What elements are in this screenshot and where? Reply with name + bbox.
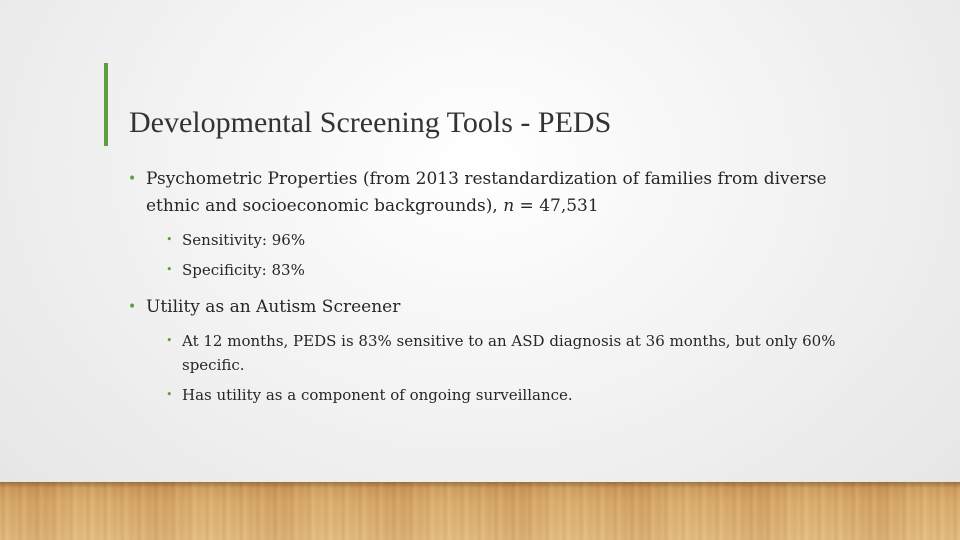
sub-bullets-psychometric (128, 228, 868, 282)
sub-bullet-text: Has utility as a component of ongoing surveillance. (182, 386, 573, 404)
bullet-text: Psychometric Properties (from 2013 restandardization of families from diverse ethnic and socioeconomic backgrounds), (146, 169, 827, 216)
sub-bullet-text: At 12 months, PEDS is 83% sensitive to an ASD diagnosis at 36 months, but only 60% specific. (182, 332, 836, 374)
sub-bullet-text: Sensitivity: 96% (182, 231, 306, 249)
sub-bullet-sensitivity (128, 228, 868, 252)
sub-bullet-specificity (128, 258, 868, 282)
bullet-text: Utility as an Autism Screener (146, 297, 401, 317)
bullet-dot-icon: • (166, 334, 173, 347)
bullet-dot-icon: • (166, 263, 173, 276)
bullet-dot-icon: • (166, 388, 173, 401)
slide-body (128, 166, 868, 419)
floor-shadow (0, 482, 960, 488)
sub-bullet-asd-sensitivity (128, 329, 868, 377)
title-accent-bar (104, 63, 108, 146)
sub-bullets-autism (128, 329, 868, 407)
sub-bullet-surveillance (128, 383, 868, 407)
slide-title: Developmental Screening Tools - PEDS (129, 106, 612, 139)
bullet-psychometric-properties (128, 166, 868, 220)
bullet-autism-screener (128, 294, 868, 321)
bullet-dot-icon: • (166, 233, 173, 246)
bullet-dot-icon: • (128, 171, 137, 187)
n-value: = 47,531 (514, 196, 599, 216)
n-label: n (503, 196, 515, 216)
bullet-dot-icon: • (128, 299, 137, 315)
sub-bullet-text: Specificity: 83% (182, 261, 305, 279)
wood-floor-decoration (0, 482, 960, 540)
